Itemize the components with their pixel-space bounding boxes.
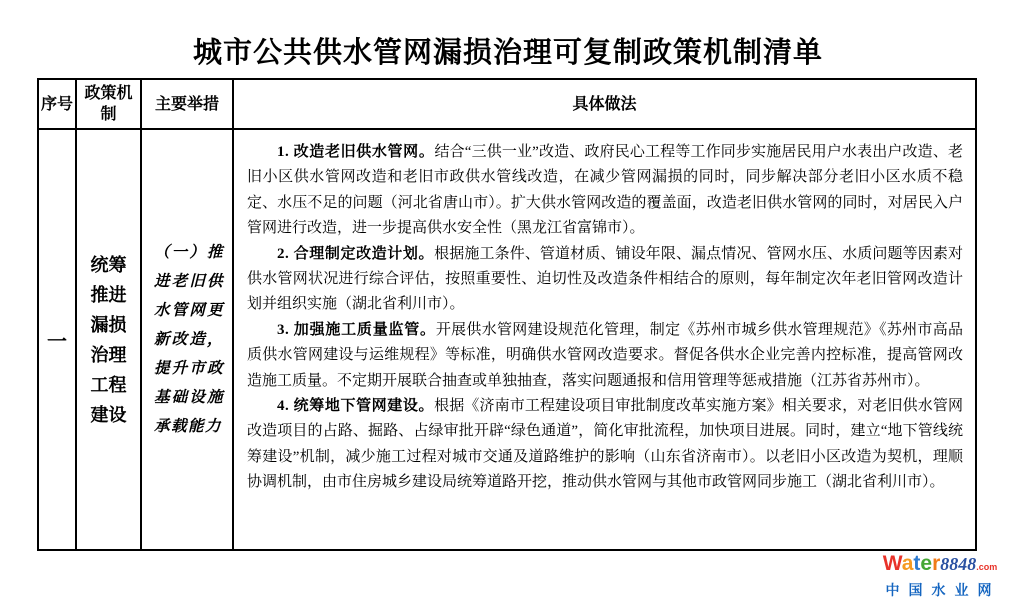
logo-subtitle: 中国水业网	[885, 582, 1001, 598]
logo-domain: .com	[976, 562, 998, 572]
logo-letter-r: r	[932, 552, 941, 575]
table-header-row	[38, 79, 976, 129]
practice-item-4-text: 根据《济南市工程建设项目审批制度改革实施方案》相关要求，对老旧供水管网改造项目的占路、掘路、占绿审批开辟“绿色通道”，简化审批流程，加快项目进展。同时，建立“地下管线统筹建设”机制，减少施工过程对城市交通及道路维护的影响（山东省济南市）。以老旧小区改造为契机，理顺协调机制，由市住房城乡建设局统筹道路开挖，推动供水管网与其他市政管网同步施工（湖北省利川市）。	[247, 398, 963, 491]
practice-item-1-text: 结合“三供一业”改造、政府民心工程等工作同步实施居民用户水表出户改造、老旧小区供水管网改造和老旧市政供水管线改造，在减少管网漏损的同时，同步解决部分老旧小区水质不稳定、水压不足的问题（河北省唐山市）。扩大供水管网改造的覆盖面，改造老旧供水管网的同时，对居民入户管网进行改造，进一步提高供水安全性（黑龙江省富锦市）。	[247, 144, 963, 237]
logo-letter-w: W	[882, 552, 902, 575]
cell-serial-number: 一	[38, 129, 76, 550]
practice-item-2-label: 2. 合理制定改造计划。	[277, 245, 435, 262]
cell-policy-mechanism: 统筹推进漏损治理工程建设	[76, 129, 141, 550]
practice-item-2	[247, 242, 963, 318]
header-policy-mechanism: 政策机制	[76, 79, 141, 129]
cell-specific-practices	[233, 129, 976, 550]
practice-item-2-text: 根据施工条件、管道材质、铺设年限、漏点情况、管网水压、水质问题等因素对供水管网状况进行综合评估，按照重要性、迫切性及改造条件相结合的原则，每年制定次年老旧管网改造计划并组织实施（湖北省利川市）。	[247, 245, 963, 313]
practice-item-4-label: 4. 统筹地下管网建设。	[277, 398, 435, 415]
practice-item-3-label: 3. 加强施工质量监管。	[277, 321, 436, 338]
logo-number: 8848	[940, 554, 977, 574]
practice-item-1-label: 1. 改造老旧供水管网。	[277, 144, 435, 160]
water8848-wordmark	[874, 553, 1006, 578]
practice-item-3-text: 开展供水管网建设规范化管理，制定《苏州市城乡供水管理规范》《苏州市高品质供水管网建设与运维规程》等标准，明确供水管网改造要求。督促各供水企业完善内控标准，提高管网改造施工质量。不定期开展联合抽查或单独抽查，落实问题通报和信用管理等惩戒措施（江苏省苏州市）。	[247, 321, 963, 389]
header-serial-number: 序号	[38, 79, 76, 129]
header-main-measures: 主要举措	[141, 79, 233, 129]
practice-item-1	[247, 140, 963, 242]
page-title: 城市公共供水管网漏损治理可复制政策机制清单	[192, 37, 823, 69]
practice-item-4	[247, 394, 963, 496]
logo-letter-a: a	[901, 552, 914, 575]
logo-letter-e: e	[920, 552, 933, 575]
water8848-logo	[874, 553, 1006, 600]
logo-letter-t: t	[913, 552, 921, 575]
policy-table	[37, 78, 977, 551]
cell-main-measure: （一）推进老旧供水管网更新改造，提升市政基础设施承载能力	[141, 129, 233, 550]
header-specific-practices: 具体做法	[233, 79, 976, 129]
table-row	[38, 129, 976, 550]
practice-item-3	[247, 318, 963, 394]
